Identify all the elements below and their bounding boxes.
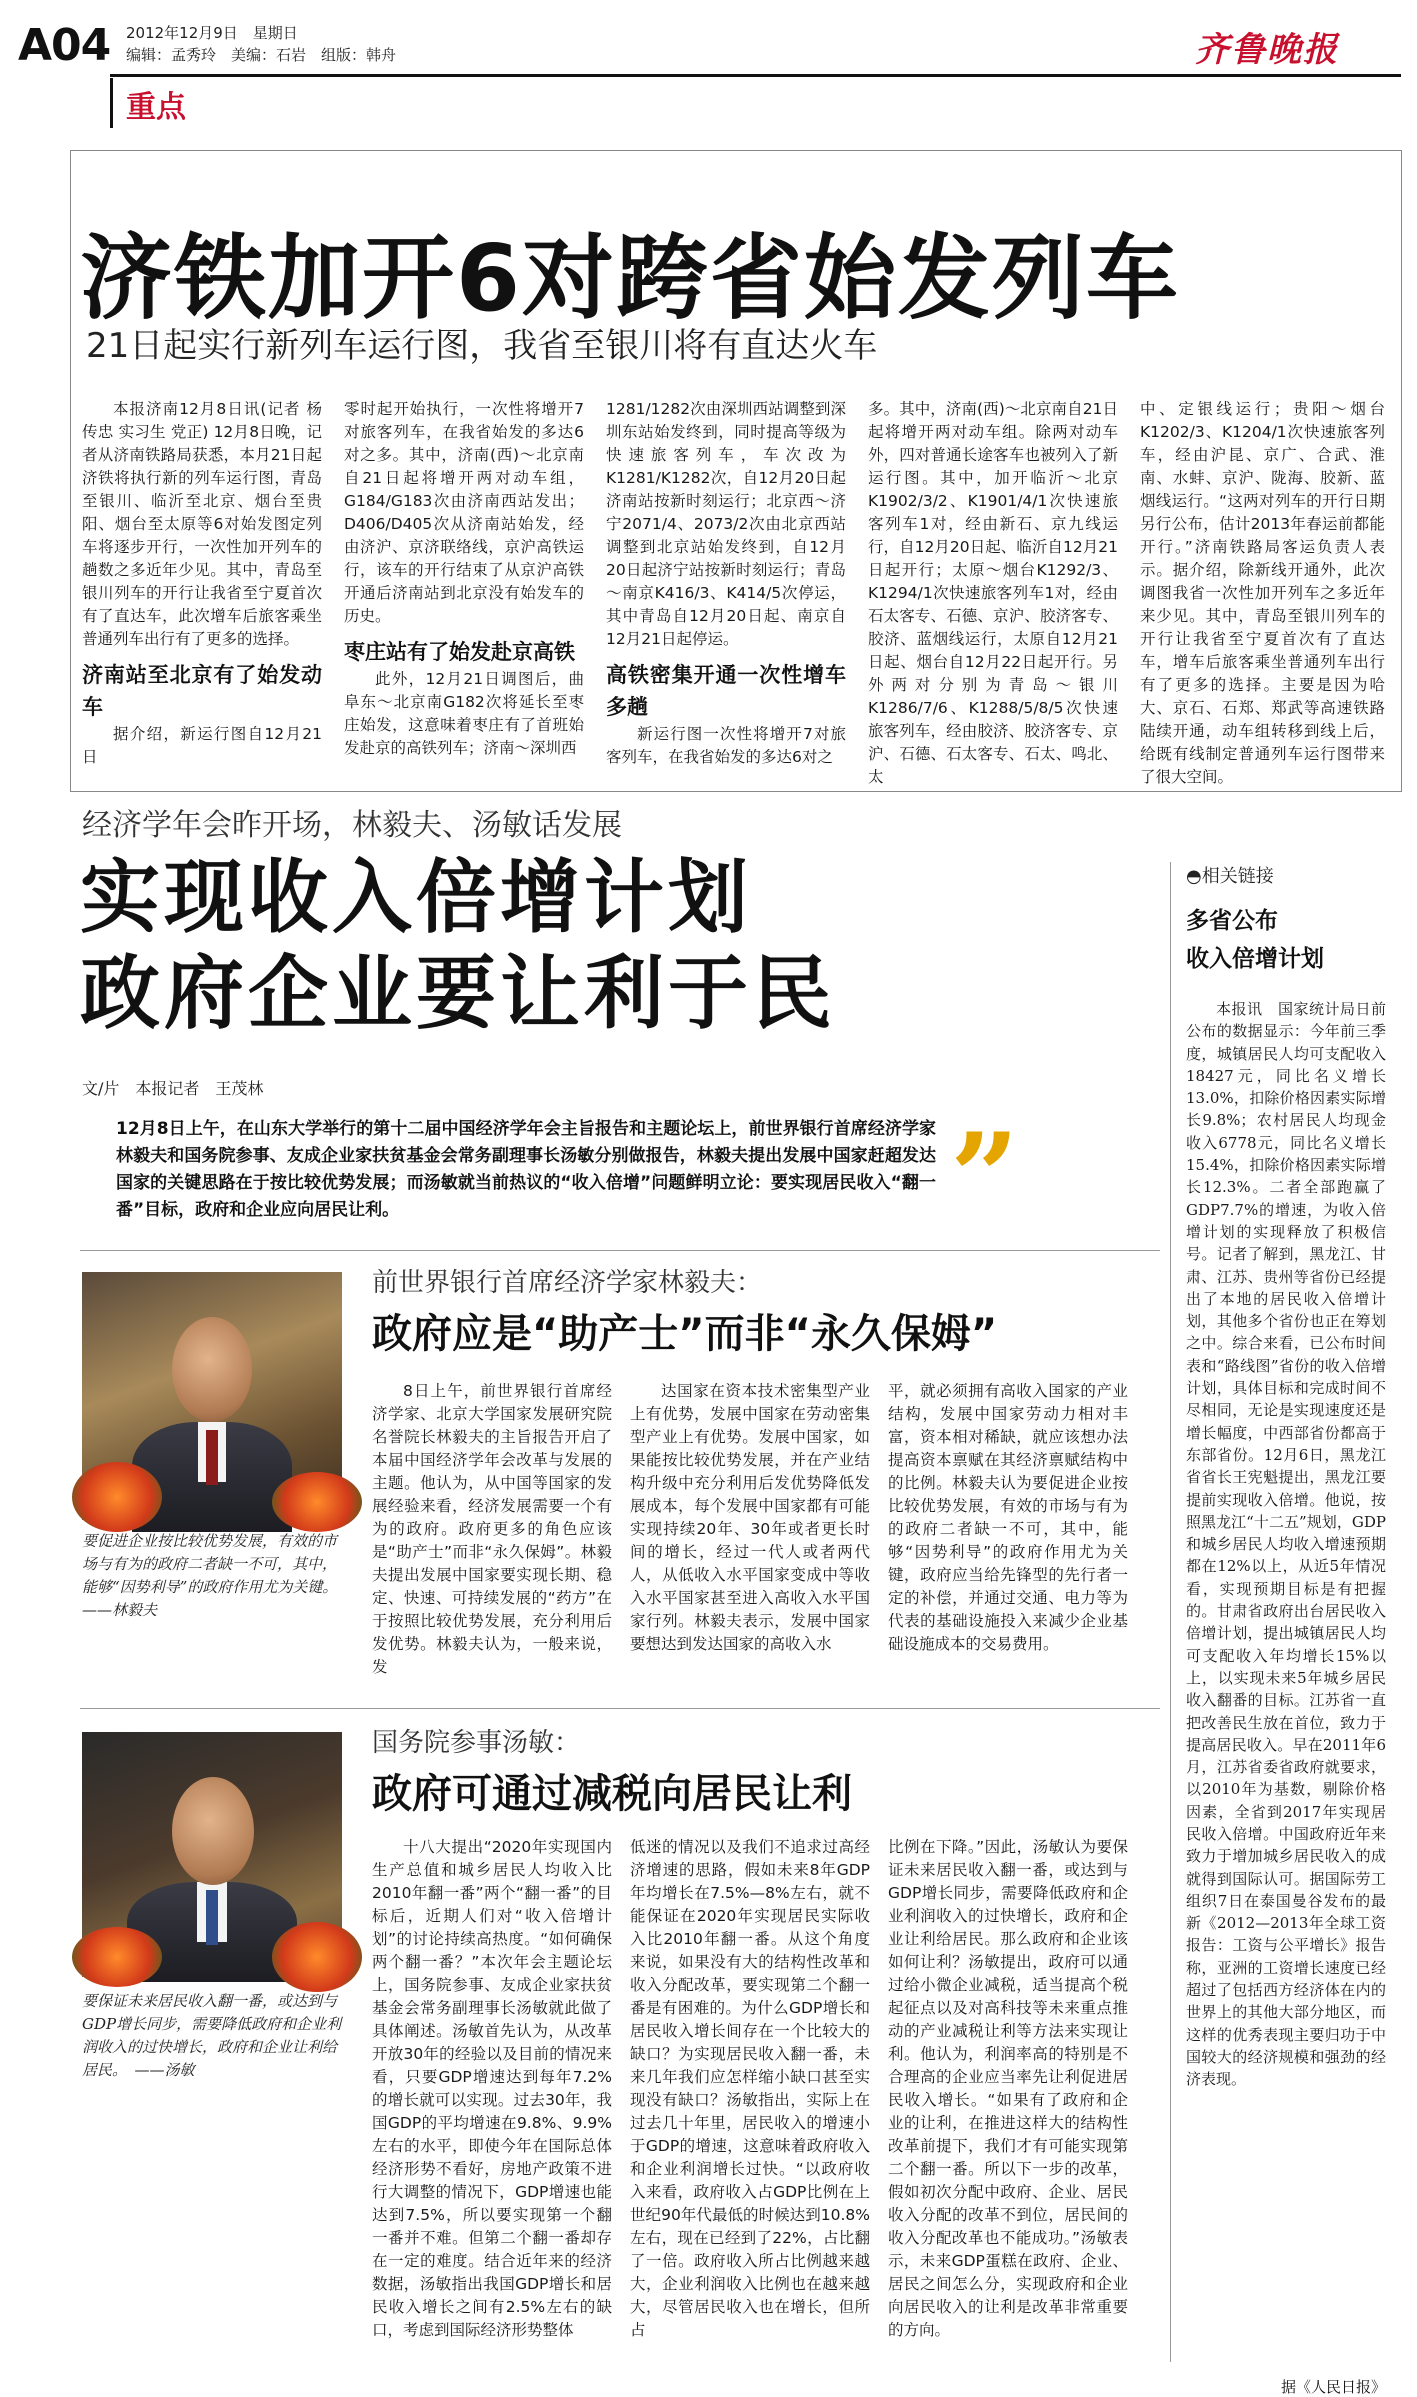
link-icon: ◓ [1186,866,1202,887]
lin-photo-caption: 要促进企业按比较优势发展，有效的市场与有为的政府二者缺一不可，其中，能够“因势利导”的政府作用尤为关键。 ——林毅夫 [82,1532,345,1619]
lin-title: 政府应是“助产士”而非“永久保姆” [372,1311,998,1357]
newspaper-logo: 齐鲁晚报 [1195,30,1339,70]
story1-col2-subhead: 枣庄站有了始发赴京高铁 [344,640,575,664]
lin-column-2: 达国家在资本技术密集型产业上有优势，发展中国家在劳动密集型产业上有优势。发展中国家，如果能按比较优势发展，并在产业结构升级中充分利用后发优势降低发展成本，每个发展中国家都有可能实现持续20年、30年或者更长时间的增长，经过一代人或者两代人，从低收入水平国家变成中等收入水平国家甚至进入高收入水平国家行列。林毅夫表示，发展中国家要想达到发达国家的高收入水 [630,1382,870,1653]
tang-photo [82,1732,342,1977]
story2-byline: 文/片 本报记者 王茂林 [82,1079,264,1098]
tang-column-3: 比例在下降。”因此，汤敏认为要保证未来居民收入翻一番，或达到与GDP增长同步，需要降低政府和企业利润收入的过快增长，政府和企业让利给居民。那么政府和企业该如何让利？汤敏提出，政府可以通过给小微企业减税，适当提高个税起征点以及对高科技等未来重点推动的产业减税让利等方法来实现让利。他认为，利润率高的特别是不合理高的企业应当率先让利促进居民收入增长。“如果有了政府和企业的让利，在推进这样大的结构性改革前提下，我们才有可能实现第二个翻一番。所以下一步的改革，假如初次分配中政府、企业、居民收入分配的改革不到位，居民间的收入分配改革也不能成功。”汤敏表示，未来GDP蛋糕在政府、企业、居民之间怎么分，实现政府和企业向居民收入的让利是改革非常重要的方向。 [888,1838,1128,2339]
tang-photo-caption: 要保证未来居民收入翻一番，或达到与GDP增长同步，需要降低政府和企业利润收入的过快增长，政府和企业让利给居民。 ——汤敏 [82,1992,342,2079]
story2-lede: 12月8日上午，在山东大学举行的第十二届中国经济学年会主旨报告和主题论坛上，前世界银行首席经济学家林毅夫和国务院参事、友成企业家扶贫基金会常务副理事长汤敏分别做报告，林毅夫提出发展中国家赶超发达国家的关键思路在于按比较优势发展；而汤敏就当前热议的“收入倍增”问题鲜明立论：要实现居民收入“翻一番”目标，政府和企业应向居民让利。 [116,1119,936,1220]
quote-mark-icon: ” [950,1107,1020,1248]
page-number: A04 [18,20,111,71]
story2-headline [80,850,836,1042]
masthead-rule [110,74,1401,77]
sidebar-label: ◓相关链接 [1186,866,1274,887]
tang-divider [80,1708,1160,1709]
lin-divider [80,1250,1160,1251]
story1-column-3: 1281/1282次由深圳西站调整到深圳东站始发终到，同时提高等级为快速旅客列车，车次改为K1281/K1282次，自12月20日起济南站按新时刻运行；北京西～济宁2071/4、2073/2次由北京西站调整到北京站始发终到，自12月20日起济宁站按新时刻运行；青岛～南京K416/3、K414/5次停运，其中青岛自12月20日起、南京自12月21日起停运。 高铁密集开通一次性增车多趟 新运行图一次性将增开7对旅客列车，在我省始发的多达6对之 [606,400,846,766]
sidebar-title: 多省公布 收入倍增计划 [1186,908,1324,972]
related-links-sidebar [1186,862,1386,2397]
section-name: 重点 [126,90,186,125]
story2-kicker: 经济学年会昨开场，林毅夫、汤敏话发展 [82,808,622,843]
story2-headline-line1: 实现收入倍增计划 [80,851,752,944]
sidebar-body: 本报讯 国家统计局日前公布的数据显示：今年前三季度，城镇居民人均可支配收入18427元，同比名义增长13.0%，扣除价格因素实际增长9.8%；农村居民人均现金收入6778元，同比名义增长15.4%，扣除价格因素实际增长12.3%。二者全部跑赢了GDP7.7%的增速，为收入倍增计划的实现释放了积极信号。记者了解到，黑龙江、甘肃、江苏、贵州等省份已经提出了本地的居民收入倍增计划，其他多个省份也正在筹划之中。综合来看，已公布时间表和“路线图”省份的收入倍增计划，具体目标和完成时间不尽相同，无论是实现速度还是增长幅度，中西部省份都高于东部省份。12月6日，黑龙江省省长王宪魁提出，黑龙江要提前实现收入倍增。他说，按照黑龙江“十二五”规划，GDP和城乡居民人均收入增速预期都在12%以上，从近5年情况看，实现预期目标是有把握的。甘肃省政府出台居民收入倍增计划，提出城镇居民人均可支配收入年均增长15%以上，以实现未来5年城乡居民收入翻番的目标。江苏省一直把改善民生放在首位，致力于提高居民收入。早在2011年6月，江苏省委省政府就要求，以2010年为基数，剔除价格因素，全省到2017年实现居民收入倍增。中国政府近年来致力于增加城乡居民收入的成就得到国际认可。据国际劳工组织7日在泰国曼谷发布的最新《2012—2013年全球工资报告：工资与公平增长》报告称，亚洲的工资增长速度已经超过了包括西方经济体在内的世界上的其他大部分地区，而这样的优秀表现主要归功于中国较大的经济规模和强劲的经济表现。 [1186,1000,1386,2089]
story2-headline-line2: 政府企业要让利于民 [80,947,836,1040]
lin-column-3: 平，就必须拥有高收入国家的产业结构，发展中国家劳动力相对丰富，资本相对稀缺，就应该想办法提高资本禀赋在其经济禀赋结构中的比例。林毅夫认为要促进企业按比较优势发展，有效的市场与有为的政府二者缺一不可，其中，能够“因势利导”的政府作用尤为关键，政府应当给先锋型的先行者一定的补偿，并通过交通、电力等为代表的基础设施投入来减少企业基础设施成本的交易费用。 [888,1382,1128,1653]
tang-column-2: 低迷的情况以及我们不追求过高经济增速的思路，假如未来8年GDP年均增长在7.5%—8%左右，就不能保证在2020年实现居民实际收入比2010年翻一番。从这个角度来说，如果没有大的结构性改革和收入分配改革，要实现第二个翻一番是有困难的。为什么GDP增长和居民收入增长间存在一个比较大的缺口？为实现居民收入翻一番，未来几年我们应怎样缩小缺口甚至实现没有缺口？汤敏指出，实际上在过去几十年里，居民收入的增速小于GDP的增速，这意味着政府收入和企业利润增长过快。“以政府收入来看，政府收入占GDP比例在上世纪90年代最低的时候达到10.8%左右，现在已经到了22%，占比翻了一倍。政府收入所占比例越来越大，企业利润收入比例也在越来越大，尽管居民收入也在增长，但所占 [630,1838,870,2339]
editor-credits: 编辑：孟秀玲 美编：石岩 组版：韩舟 [126,46,397,64]
sidebar-rule [1170,862,1171,2362]
story1-column-5: 中、定银线运行；贵阳～烟台K1202/3、K1204/1次快速旅客列车，经由沪昆、京广、合武、淮南、水蚌、京沪、陇海、胶新、蓝烟线运行。“这两对列车的开行日期另行公布，估计2013年春运前都能开行。”济南铁路局客运负责人表示。据介绍，除新线开通外，此次调图我省一次性加开列车之多近年来少见。其中，青岛至银川列车的开行让我省至宁夏首次有了直达车，增车后旅客乘坐普通列车出行有了更多的选择。主要是因为哈大、京石、石郑、郑武等高速铁路陆续开通，动车组转移到线上后，给既有线制定普通列车运行图带来了很大空间。 [1140,400,1385,786]
tang-title: 政府可通过减税向居民让利 [372,1771,852,1817]
sidebar-source: 据《人民日报》 [1280,2378,1386,2396]
story1-column-4: 多。其中，济南(西)～北京南自21日起将增开两对动车组。除两对动车外，四对普通长途客车也被列入了新运行图。其中，加开临沂～北京K1902/3/2、K1901/4/1次快速旅客列车1对，经由新石、京九线运行，自12月20日起、临沂自12月21日起开行；太原～烟台K1292/3、K1294/1次快速旅客列车1对，经由石太客专、石德、京沪、胶济客专、胶济、蓝烟线运行，太原自12月21日起、烟台自12月22日起开行。另外两对分别为青岛～银川K1286/7/6、K1288/5/8/5次快速旅客列车，经由胶济、胶济客专、京沪、石德、石太客专、石太、鸣北、太 [868,400,1118,786]
tang-column-1: 十八大提出“2020年实现国内生产总值和城乡居民人均收入比2010年翻一番”两个“翻一番”的目标后，近期人们对“收入倍增计划”的讨论持续高热度。“如何确保两个翻一番？”本次年会主题论坛上，国务院参事、友成企业家扶贫基金会常务副理事长汤敏就此做了具体阐述。汤敏首先认为，从改革开放30年的经验以及目前的情况来看，只要GDP增速达到每年7.2%的增长就可以实现。过去30年，我国GDP的平均增速在9.8%、9.9%左右的水平，即使今年在国际总体经济形势不看好，房地产政策不进行大调整的情况下，GDP增速也能达到7.5%，所以要实现第一个翻一番并不难。但第二个翻一番却存在一定的难度。结合近年来的经济数据，汤敏指出我国GDP增长和居民收入增长之间有2.5%左右的缺口，考虑到国际经济形势整体 [372,1838,612,2339]
story1-col3-subhead: 高铁密集开通一次性增车多趟 [606,663,846,719]
story1-headline: 济铁加开6对跨省始发列车 [80,225,1181,332]
tang-kicker: 国务院参事汤敏： [372,1728,581,1758]
story1-column-2: 零时起开始执行，一次性将增开7对旅客列车，在我省始发的多达6对之多。其中，济南(西)～北京南自21日起将增开两对动车组，G184/G183次由济南西站发出；D406/D405次从济南站始发，经由济沪、京济联络线，京沪高铁运行，该车的开行结束了从京沪高铁开通后济南站到北京没有始发车的历史。 枣庄站有了始发赴京高铁 此外，12月21日调图后，曲阜东～北京南G182次将延长至枣庄始发，这意味着枣庄有了首班始发赴京的高铁列车；济南～深圳西 [344,400,584,757]
issue-meta [126,22,396,66]
lin-kicker: 前世界银行首席经济学家林毅夫： [372,1268,763,1298]
story1-column-1: 本报济南12月8日讯(记者 杨传忠 实习生 党正) 12月8日晚，记者从济南铁路局获悉，本月21日起济铁将执行新的列车运行图，青岛至银川、临沂至北京、烟台至贵阳、烟台至太原等6对始发图定列车将逐步开行，一次性加开列车的趟数之多近年少见。其中，青岛至银川列车的开行让我省至宁夏首次有了直达车，此次增车后旅客乘坐普通列车出行有了更多的选择。 济南站至北京有了始发动车 据介绍，新运行图自12月21日 [82,400,322,766]
issue-date: 2012年12月9日 星期日 [126,24,298,42]
lin-photo [82,1272,342,1520]
lin-column-1: 8日上午，前世界银行首席经济学家、北京大学国家发展研究院名誉院长林毅夫的主旨报告开启了本届中国经济学年会改革与发展的主题。他认为，从中国等国家的发展经验来看，经济发展需要一个有为的政府。政府更多的角色应该是“助产士”而非“永久保姆”。林毅夫提出发展中国家要实现长期、稳定、快速、可持续发展的“药方”在于按照比较优势发展，充分利用后发优势。林毅夫认为，一般来说，发 [372,1382,612,1676]
story1-col1-subhead: 济南站至北京有了始发动车 [82,663,322,719]
section-bar [110,78,113,128]
story1-subhead: 21日起实行新列车运行图，我省至银川将有直达火车 [86,326,878,366]
